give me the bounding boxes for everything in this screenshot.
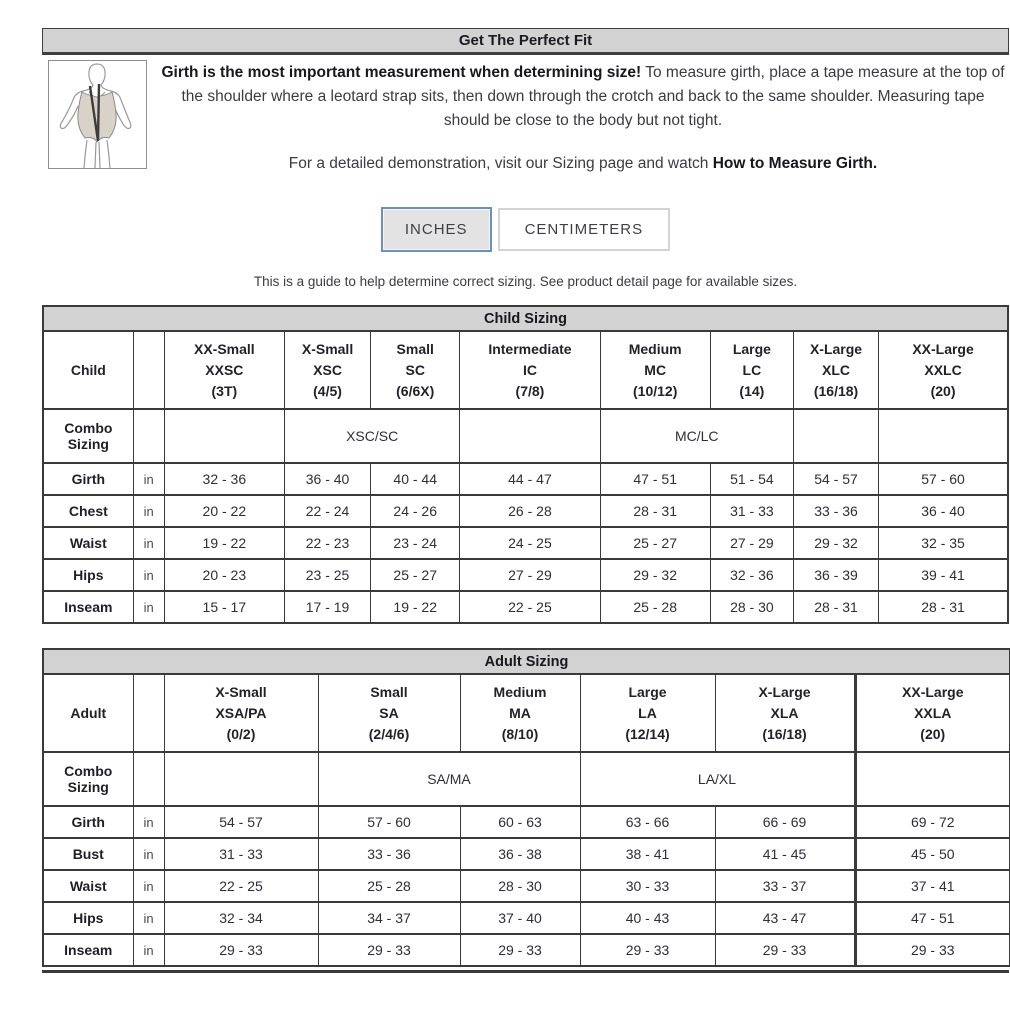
intro-paragraph [147, 60, 1009, 176]
combo-unit-cell [133, 752, 164, 806]
measurement-row-label: Inseam [43, 591, 133, 623]
size-name: X-Large [758, 683, 811, 700]
measurement-row-label: Bust [43, 838, 133, 870]
combo-cell [460, 409, 600, 463]
combo-sizing-label: Combo Sizing [43, 409, 133, 463]
measurement-cell: 29 - 33 [580, 934, 715, 966]
table-group-label: Adult [43, 674, 133, 752]
unit-toggle [42, 207, 1009, 252]
size-name: XX-Large [902, 683, 964, 700]
measurement-cell: 47 - 51 [855, 902, 1010, 934]
measurement-cell: 33 - 36 [318, 838, 460, 870]
size-column-header [710, 331, 793, 409]
size-code: MA [509, 704, 531, 721]
measurement-cell: 15 - 17 [164, 591, 284, 623]
measurement-cell: 40 - 44 [371, 463, 460, 495]
unit-cell: in [133, 495, 164, 527]
measurement-cell: 22 - 25 [460, 591, 600, 623]
measurement-cell: 57 - 60 [879, 463, 1008, 495]
measurement-cell: 28 - 30 [710, 591, 793, 623]
table-title: Child Sizing [43, 306, 1008, 331]
intro-body-text: To measure girth, place a tape measure at the top of the shoulder where a leotard strap sits, then down through the crotch and back to the same shoulder. Measuring tape should be close to the body but not tight. [181, 64, 1005, 129]
size-range: (20) [920, 725, 946, 742]
size-column-header [164, 331, 284, 409]
size-range: (20) [930, 382, 956, 399]
measurement-cell: 28 - 31 [600, 495, 710, 527]
size-range: (0/2) [226, 725, 256, 742]
size-range: (16/18) [762, 725, 807, 742]
measurement-cell: 36 - 39 [793, 559, 878, 591]
size-range: (8/10) [501, 725, 539, 742]
measurement-cell: 23 - 24 [371, 527, 460, 559]
measurement-cell: 31 - 33 [710, 495, 793, 527]
unit-cell: in [133, 838, 164, 870]
size-column-header [284, 331, 370, 409]
section-title: Get The Perfect Fit [458, 32, 593, 49]
child-sizing-table [42, 305, 1009, 624]
size-range: (6/6X) [396, 382, 435, 399]
measurement-cell: 23 - 25 [284, 559, 370, 591]
size-code: XLA [770, 704, 799, 721]
size-code: IC [522, 361, 537, 378]
size-column-header [580, 674, 715, 752]
measurement-row-label: Waist [43, 527, 133, 559]
unit-cell: in [133, 870, 164, 902]
measurement-cell: 25 - 28 [600, 591, 710, 623]
measurement-cell: 29 - 32 [600, 559, 710, 591]
demo-prefix-text: For a detailed demonstration, visit our Sizing page and watch [288, 155, 713, 172]
size-code: MC [644, 361, 667, 378]
adult-sizing-table [42, 648, 1010, 967]
measurement-cell: 36 - 40 [879, 495, 1008, 527]
measurement-cell: 20 - 23 [164, 559, 284, 591]
size-code: LC [742, 361, 762, 378]
combo-unit-cell [133, 409, 164, 463]
girth-measurement-illustration [48, 60, 147, 169]
combo-cell: SA/MA [318, 752, 580, 806]
measurement-cell: 54 - 57 [793, 463, 878, 495]
measurement-cell: 45 - 50 [855, 838, 1010, 870]
measurement-cell: 29 - 33 [715, 934, 855, 966]
unit-cell: in [133, 806, 164, 838]
intro-lead-bold: Girth is the most important measurement when determining size! [161, 64, 642, 81]
measurement-cell: 22 - 23 [284, 527, 370, 559]
size-range: (2/4/6) [368, 725, 410, 742]
measurement-cell: 29 - 32 [793, 527, 878, 559]
measurement-cell: 19 - 22 [164, 527, 284, 559]
measurement-cell: 29 - 33 [164, 934, 318, 966]
size-name: X-Large [809, 340, 863, 357]
measurement-row-label: Chest [43, 495, 133, 527]
measurement-cell: 69 - 72 [855, 806, 1010, 838]
size-range: (14) [739, 382, 765, 399]
measurement-cell: 36 - 40 [284, 463, 370, 495]
next-table-cutoff-border [42, 970, 1009, 973]
size-name: XX-Small [193, 340, 255, 357]
measurement-cell: 22 - 25 [164, 870, 318, 902]
size-name: Small [370, 683, 408, 700]
size-range: (10/12) [633, 382, 678, 399]
combo-cell [879, 409, 1008, 463]
section-title-bar [42, 28, 1009, 55]
measurement-row-label: Hips [43, 559, 133, 591]
unit-column-header [133, 331, 164, 409]
measurement-cell: 54 - 57 [164, 806, 318, 838]
size-code: SC [405, 361, 425, 378]
unit-cell: in [133, 527, 164, 559]
measurement-cell: 39 - 41 [879, 559, 1008, 591]
measurement-cell: 63 - 66 [580, 806, 715, 838]
measurement-cell: 37 - 41 [855, 870, 1010, 902]
size-range: (7/8) [515, 382, 545, 399]
measurement-cell: 22 - 24 [284, 495, 370, 527]
measurement-cell: 40 - 43 [580, 902, 715, 934]
measurement-row-label: Girth [43, 463, 133, 495]
measurement-cell: 32 - 36 [710, 559, 793, 591]
size-name: Large [732, 340, 771, 357]
unit-cell: in [133, 902, 164, 934]
measurement-cell: 41 - 45 [715, 838, 855, 870]
measurement-cell: 19 - 22 [371, 591, 460, 623]
measurement-cell: 25 - 28 [318, 870, 460, 902]
size-name: Intermediate [488, 340, 572, 357]
measurement-cell: 57 - 60 [318, 806, 460, 838]
measurement-cell: 32 - 34 [164, 902, 318, 934]
measurement-row-label: Hips [43, 902, 133, 934]
measurement-cell: 25 - 27 [371, 559, 460, 591]
measurement-cell: 25 - 27 [600, 527, 710, 559]
size-name: XX-Large [912, 340, 974, 357]
combo-cell [164, 752, 318, 806]
size-name: Medium [628, 340, 682, 357]
size-column-header [318, 674, 460, 752]
measurement-cell: 66 - 69 [715, 806, 855, 838]
measurement-cell: 51 - 54 [710, 463, 793, 495]
combo-cell: LA/XL [580, 752, 855, 806]
combo-sizing-label: Combo Sizing [43, 752, 133, 806]
size-column-header [879, 331, 1008, 409]
size-column-header [460, 674, 580, 752]
size-name: Large [628, 683, 667, 700]
measurement-cell: 26 - 28 [460, 495, 600, 527]
measurement-cell: 29 - 33 [460, 934, 580, 966]
inches-button[interactable]: INCHES [381, 207, 492, 252]
unit-cell: in [133, 934, 164, 966]
size-column-header [371, 331, 460, 409]
intro-section [42, 60, 1009, 176]
unit-cell: in [133, 559, 164, 591]
measurement-cell: 28 - 30 [460, 870, 580, 902]
measurement-cell: 27 - 29 [460, 559, 600, 591]
unit-column-header [133, 674, 164, 752]
size-column-header [460, 331, 600, 409]
size-code: XXSC [205, 361, 244, 378]
measurement-cell: 28 - 31 [879, 591, 1008, 623]
measurement-row-label: Inseam [43, 934, 133, 966]
measurement-cell: 28 - 31 [793, 591, 878, 623]
demo-bold-text: How to Measure Girth. [712, 155, 878, 172]
size-range: (4/5) [313, 382, 342, 399]
measurement-cell: 60 - 63 [460, 806, 580, 838]
combo-cell: MC/LC [600, 409, 793, 463]
measurement-cell: 24 - 26 [371, 495, 460, 527]
size-code: XXLA [914, 704, 952, 721]
measurement-row-label: Waist [43, 870, 133, 902]
measurement-cell: 43 - 47 [715, 902, 855, 934]
size-range: (12/14) [625, 725, 670, 742]
size-column-header [855, 674, 1010, 752]
measurement-cell: 38 - 41 [580, 838, 715, 870]
centimeters-button[interactable]: CENTIMETERS [498, 208, 671, 251]
size-name: X-Small [301, 340, 354, 357]
measurement-cell: 30 - 33 [580, 870, 715, 902]
size-range: (3T) [211, 382, 238, 399]
size-column-header [600, 331, 710, 409]
measurement-cell: 34 - 37 [318, 902, 460, 934]
measurement-cell: 37 - 40 [460, 902, 580, 934]
combo-cell [793, 409, 878, 463]
measurement-cell: 32 - 35 [879, 527, 1008, 559]
table-group-label: Child [43, 331, 133, 409]
measurement-row-label: Girth [43, 806, 133, 838]
measurement-cell: 36 - 38 [460, 838, 580, 870]
size-code: SA [379, 704, 399, 721]
size-column-header [715, 674, 855, 752]
size-range: (16/18) [813, 382, 859, 399]
size-code: XLC [822, 361, 851, 378]
measurement-cell: 17 - 19 [284, 591, 370, 623]
combo-cell [855, 752, 1010, 806]
combo-cell: XSC/SC [284, 409, 459, 463]
size-name: Medium [493, 683, 547, 700]
size-name: Small [396, 340, 434, 357]
measurement-cell: 24 - 25 [460, 527, 600, 559]
demo-line [161, 152, 1005, 176]
measurement-cell: 31 - 33 [164, 838, 318, 870]
size-name: X-Small [215, 683, 267, 700]
unit-cell: in [133, 463, 164, 495]
size-code: XSC [313, 361, 342, 378]
size-code: XXLC [924, 361, 962, 378]
measurement-cell: 27 - 29 [710, 527, 793, 559]
measurement-cell: 44 - 47 [460, 463, 600, 495]
measurement-cell: 29 - 33 [318, 934, 460, 966]
measurement-cell: 29 - 33 [855, 934, 1010, 966]
size-column-header [164, 674, 318, 752]
measurement-cell: 20 - 22 [164, 495, 284, 527]
table-title: Adult Sizing [43, 649, 1010, 674]
sizing-guide-note: This is a guide to help determine correct sizing. See product detail page for available sizes. [253, 274, 798, 289]
sizing-guide-page [42, 28, 1009, 973]
measurement-cell: 33 - 36 [793, 495, 878, 527]
size-column-header [793, 331, 878, 409]
size-code: LA [638, 704, 657, 721]
unit-cell: in [133, 591, 164, 623]
measurement-cell: 47 - 51 [600, 463, 710, 495]
size-code: XSA/PA [215, 704, 267, 721]
combo-cell [164, 409, 284, 463]
measurement-cell: 33 - 37 [715, 870, 855, 902]
measurement-cell: 32 - 36 [164, 463, 284, 495]
leotard-figure-icon [49, 61, 146, 168]
